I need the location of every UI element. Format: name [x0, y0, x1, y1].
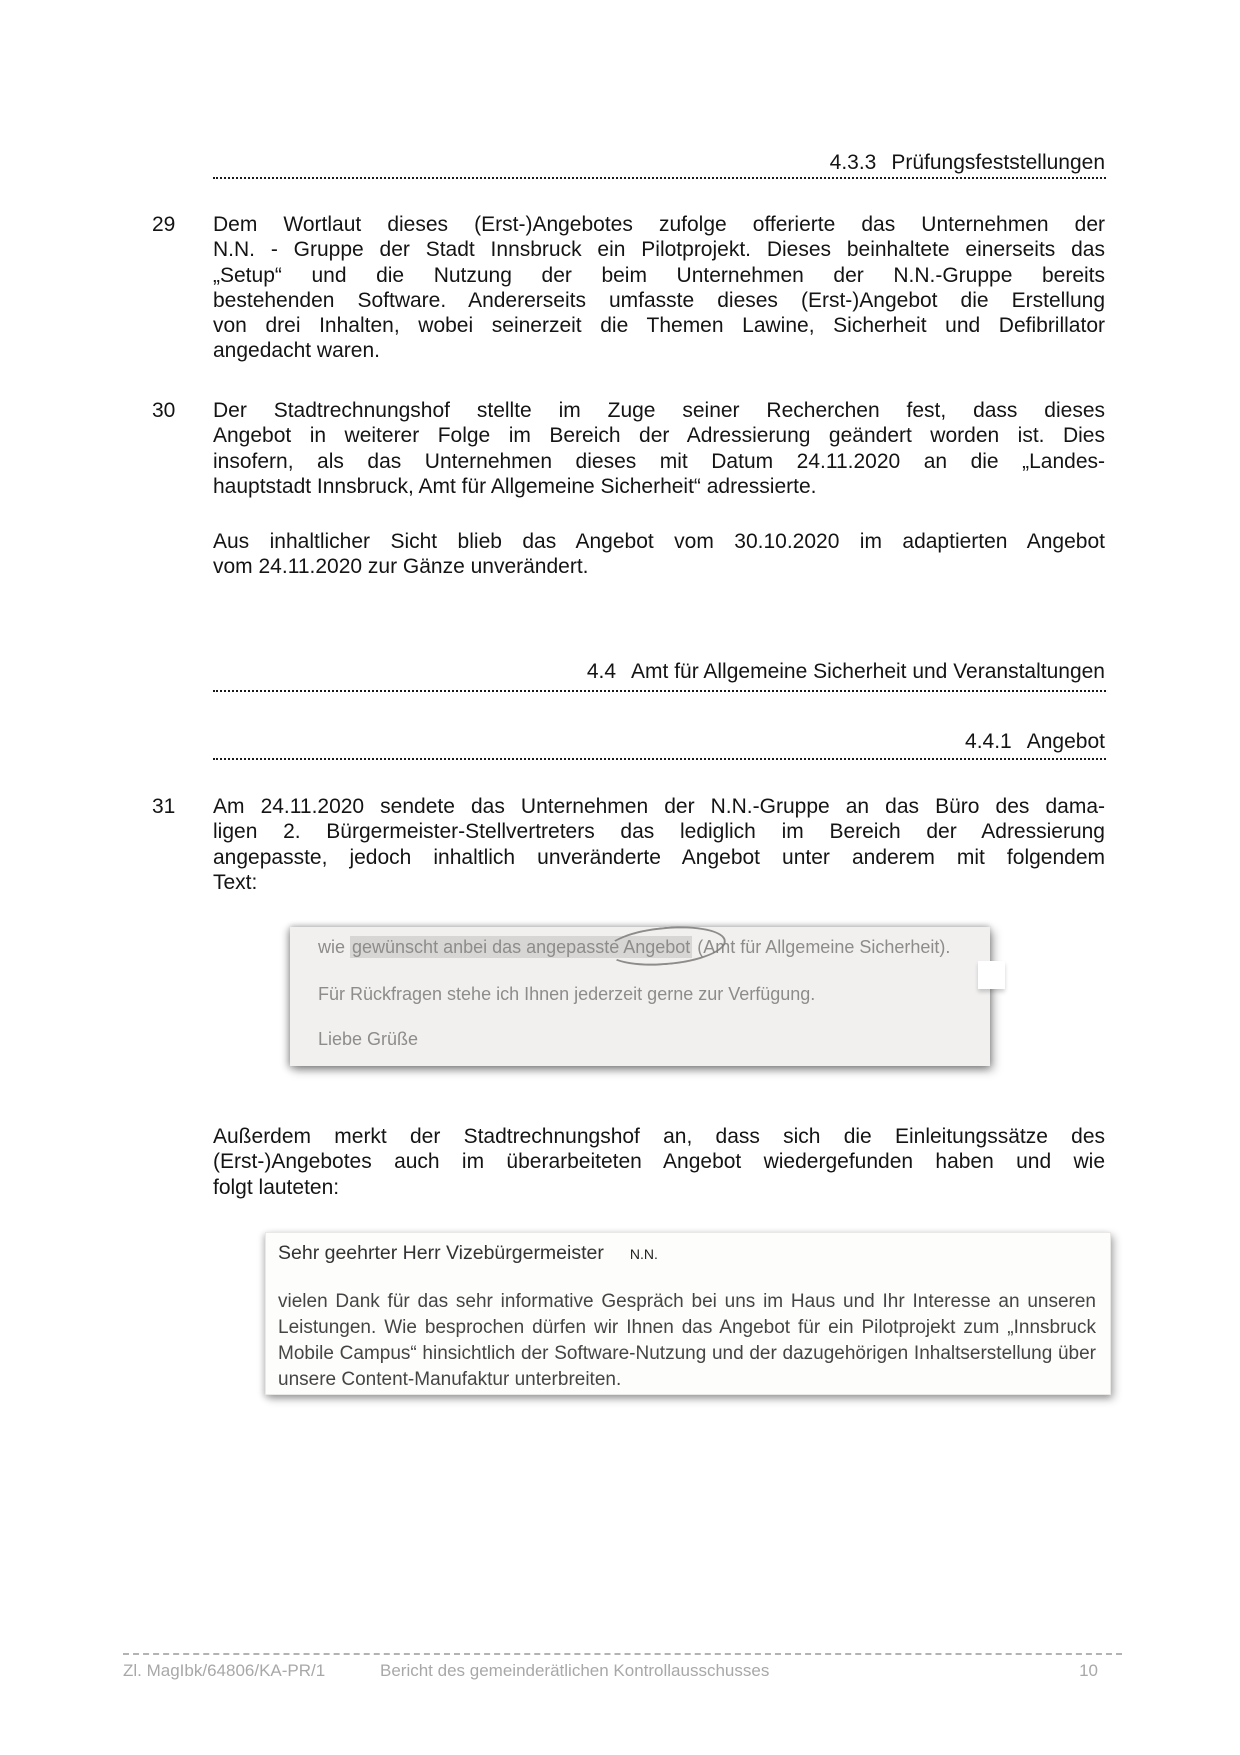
text-line: Mobile Campus“ hinsichtlich der Software-Nutzung und der dazugehörigen Inhaltserstellung über: [278, 1343, 1096, 1364]
paragraph-number: 30: [152, 399, 176, 422]
heading-number: 4.4.1: [965, 730, 1012, 753]
paragraph-number: 29: [152, 213, 176, 236]
text-line: (Erst-)Angebotes auch im überarbeiteten Angebot wiedergefunden haben und wie: [213, 1150, 1105, 1174]
paragraph-30: [213, 398, 1105, 499]
text-line: Angebot in weiterer Folge im Bereich der Adressierung geändert worden ist. Dies: [213, 424, 1105, 448]
email1-line2: Für Rückfragen stehe ich Ihnen jederzeit gerne zur Verfügung.: [318, 984, 816, 1004]
paragraph-number: 31: [152, 795, 176, 818]
text-line: Der Stadtrechnungshof stellte im Zuge seiner Recherchen fest, dass dieses: [213, 399, 1105, 422]
text-line: ligen 2. Bürgermeister-Stellvertreters das lediglich im Bereich der Adressierung: [213, 820, 1105, 844]
circle-annotation: [605, 922, 728, 970]
text-line: Am 24.11.2020 sendete das Unternehmen der N.N.-Gruppe an das Büro des dama-: [213, 795, 1105, 818]
email-screenshot-2: [265, 1232, 1111, 1395]
paragraph-31: [213, 794, 1105, 895]
text-line: von drei Inhalten, wobei seinerzeit die Themen Lawine, Sicherheit und Defibrillator: [213, 314, 1105, 338]
white-redaction-patch: [978, 961, 1005, 989]
footer-dashed-rule: [123, 1653, 1122, 1655]
dotted-rule: [213, 177, 1106, 179]
paragraph-ausserdem: [213, 1124, 1105, 1200]
dotted-rule: [213, 758, 1106, 760]
email1-line1-post: (Amt für Allgemeine Sicherheit).: [692, 937, 951, 957]
heading-4-4-1: [213, 729, 1105, 754]
heading-4-4: [213, 659, 1105, 684]
text-line: Außerdem merkt der Stadtrechnungshof an, dass sich die Einleitungssätze des: [213, 1125, 1105, 1148]
text-line: Text:: [213, 870, 258, 894]
text-line: hauptstadt Innsbruck, Amt für Allgemeine Sicherheit“ adressierte.: [213, 474, 817, 498]
footer-title: Bericht des gemeinderätlichen Kontrollausschusses: [380, 1661, 770, 1680]
email2-body: [278, 1289, 1096, 1393]
email1-highlighted-text: gewünscht anbei das angepasste Angebot: [352, 937, 691, 957]
text-line: Dem Wortlaut dieses (Erst-)Angebotes zufolge offerierte das Unternehmen der: [213, 213, 1105, 236]
text-line: unsere Content-Manufaktur unterbreiten.: [278, 1369, 622, 1390]
text-line: bestehenden Software. Andererseits umfasste dieses (Erst-)Angebot die Erstellung: [213, 288, 1105, 312]
heading-number: 4.3.3: [829, 151, 877, 174]
footer-reference: Zl. MagIbk/64806/KA-PR/1: [123, 1661, 326, 1680]
email-screenshot-1: [290, 927, 990, 1066]
heading-title: Angebot: [1026, 730, 1105, 753]
footer-page-number: 10: [1079, 1661, 1098, 1680]
text-line: Aus inhaltlicher Sicht blieb das Angebot vom 30.10.2020 im adaptierten Angebot: [213, 530, 1105, 553]
heading-number: 4.4: [586, 660, 617, 683]
text-line: Leistungen. Wie besprochen dürfen wir Ihnen das Angebot für ein Pilotprojekt zum „Innsbruck: [278, 1317, 1096, 1338]
text-line: insofern, als das Unternehmen dieses mit Datum 24.11.2020 an die „Landes-: [213, 449, 1105, 473]
email2-salutation-row: [278, 1241, 1096, 1265]
dotted-rule: [213, 690, 1106, 692]
text-line: angedacht waren.: [213, 339, 380, 363]
heading-4-3-3: [213, 150, 1105, 175]
text-line: N.N. - Gruppe der Stadt Innsbruck ein Pilotprojekt. Dieses beinhaltete einerseits das: [213, 238, 1105, 262]
heading-title: Amt für Allgemeine Sicherheit und Veranstaltungen: [631, 660, 1105, 683]
text-line: „Setup“ und die Nutzung der beim Unternehmen der N.N.-Gruppe bereits: [213, 263, 1105, 287]
email2-anonymized-name: N.N.: [629, 1246, 658, 1262]
email1-line1-pre: wie: [318, 937, 351, 957]
text-line: vielen Dank für das sehr informative Gespräch bei uns im Haus und Ihr Interesse an unseren: [278, 1291, 1096, 1312]
text-line: angepasste, jedoch inhaltlich unveränderte Angebot unter anderem mit folgendem: [213, 845, 1105, 869]
email1-line3: Liebe Grüße: [318, 1029, 419, 1049]
heading-title: Prüfungsfeststellungen: [891, 151, 1105, 174]
paragraph-30b: [213, 529, 1105, 580]
email2-salutation: Sehr geehrter Herr Vizebürgermeister: [278, 1242, 604, 1264]
text-line: folgt lauteten:: [213, 1175, 340, 1199]
paragraph-29: [213, 212, 1105, 364]
text-line: vom 24.11.2020 zur Gänze unverändert.: [213, 555, 589, 579]
